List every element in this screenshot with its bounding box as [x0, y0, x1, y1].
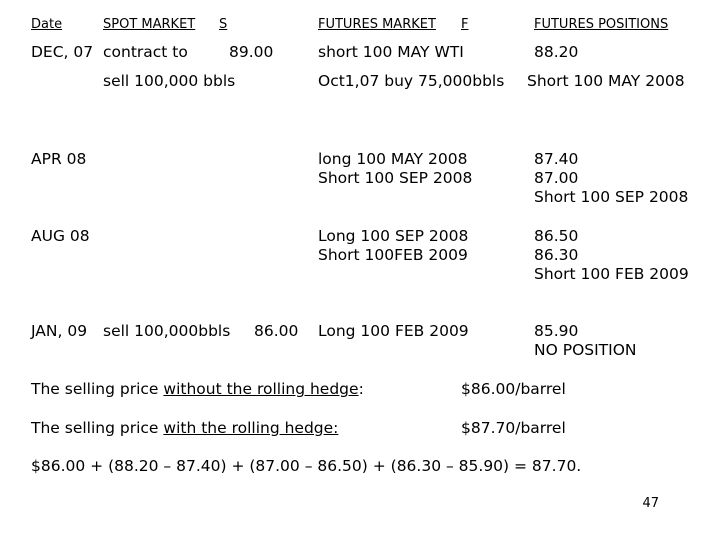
row-dec07-position-line2: Short 100 MAY 2008 [527, 72, 685, 90]
row-jan09-date: JAN, 09 [31, 322, 88, 340]
row-jan09-position-line: 85.90 [534, 322, 579, 340]
row-aug08-positions [534, 227, 689, 284]
summary-without-value: $86.00/barrel [461, 380, 566, 398]
row-dec07-date: DEC, 07 [31, 43, 94, 61]
summary-with-value: $87.70/barrel [461, 419, 566, 437]
row-dec07-futures-line1: short 100 MAY WTI [318, 43, 464, 61]
row-jan09-positions [534, 322, 637, 360]
header-spot-market: SPOT MARKET [103, 17, 196, 32]
header-futures-market: FUTURES MARKET [318, 17, 436, 32]
row-apr08-futures-line: Short 100 SEP 2008 [318, 169, 473, 187]
summary-formula: $86.00 + (88.20 – 87.40) + (87.00 – 86.50) + (86.30 – 85.90) = 87.70. [31, 457, 582, 475]
page-number: 47 [642, 496, 659, 511]
row-jan09-position-line: NO POSITION [534, 341, 637, 359]
summary-without-underlined: without the rolling hedge [163, 380, 359, 398]
row-aug08-position-line: 86.50 [534, 227, 579, 245]
row-jan09-futures-line: Long 100 FEB 2009 [318, 322, 469, 340]
summary-without-prefix: The selling price [31, 380, 164, 398]
row-aug08-position-line: Short 100 FEB 2009 [534, 265, 689, 283]
row-dec07-spot-line1: contract to [103, 43, 188, 61]
header-f: F [461, 17, 469, 32]
header-futures-positions: FUTURES POSITIONS [534, 17, 669, 32]
summary-without-label [31, 382, 364, 398]
row-aug08-date: AUG 08 [31, 227, 90, 245]
row-dec07-futures-line2: Oct1,07 buy 75,000bbls [318, 72, 505, 90]
row-dec07-position-line1: 88.20 [534, 43, 579, 61]
row-apr08-position-line: 87.00 [534, 169, 579, 187]
row-apr08-date: APR 08 [31, 150, 87, 168]
row-jan09-spot: sell 100,000bbls [103, 322, 231, 340]
row-dec07-spot-price: 89.00 [229, 43, 274, 61]
row-aug08-futures [318, 227, 468, 265]
summary-with-label [31, 421, 338, 437]
row-aug08-position-line: 86.30 [534, 246, 579, 264]
header-date: Date [31, 17, 63, 32]
row-apr08-positions [534, 150, 688, 207]
row-apr08-position-line: Short 100 SEP 2008 [534, 188, 689, 206]
header-s: S [219, 17, 228, 32]
summary-without-suffix: : [358, 380, 364, 398]
summary-with-underlined: with the rolling hedge: [163, 419, 339, 437]
summary-with-prefix: The selling price [31, 419, 164, 437]
row-aug08-futures-line: Short 100FEB 2009 [318, 246, 468, 264]
row-dec07-spot-line2: sell 100,000 bbls [103, 72, 236, 90]
row-aug08-futures-line: Long 100 SEP 2008 [318, 227, 469, 245]
row-apr08-futures-line: long 100 MAY 2008 [318, 150, 468, 168]
row-apr08-position-line: 87.40 [534, 150, 579, 168]
row-apr08-futures [318, 150, 472, 188]
row-jan09-spot-price: 86.00 [254, 322, 299, 340]
